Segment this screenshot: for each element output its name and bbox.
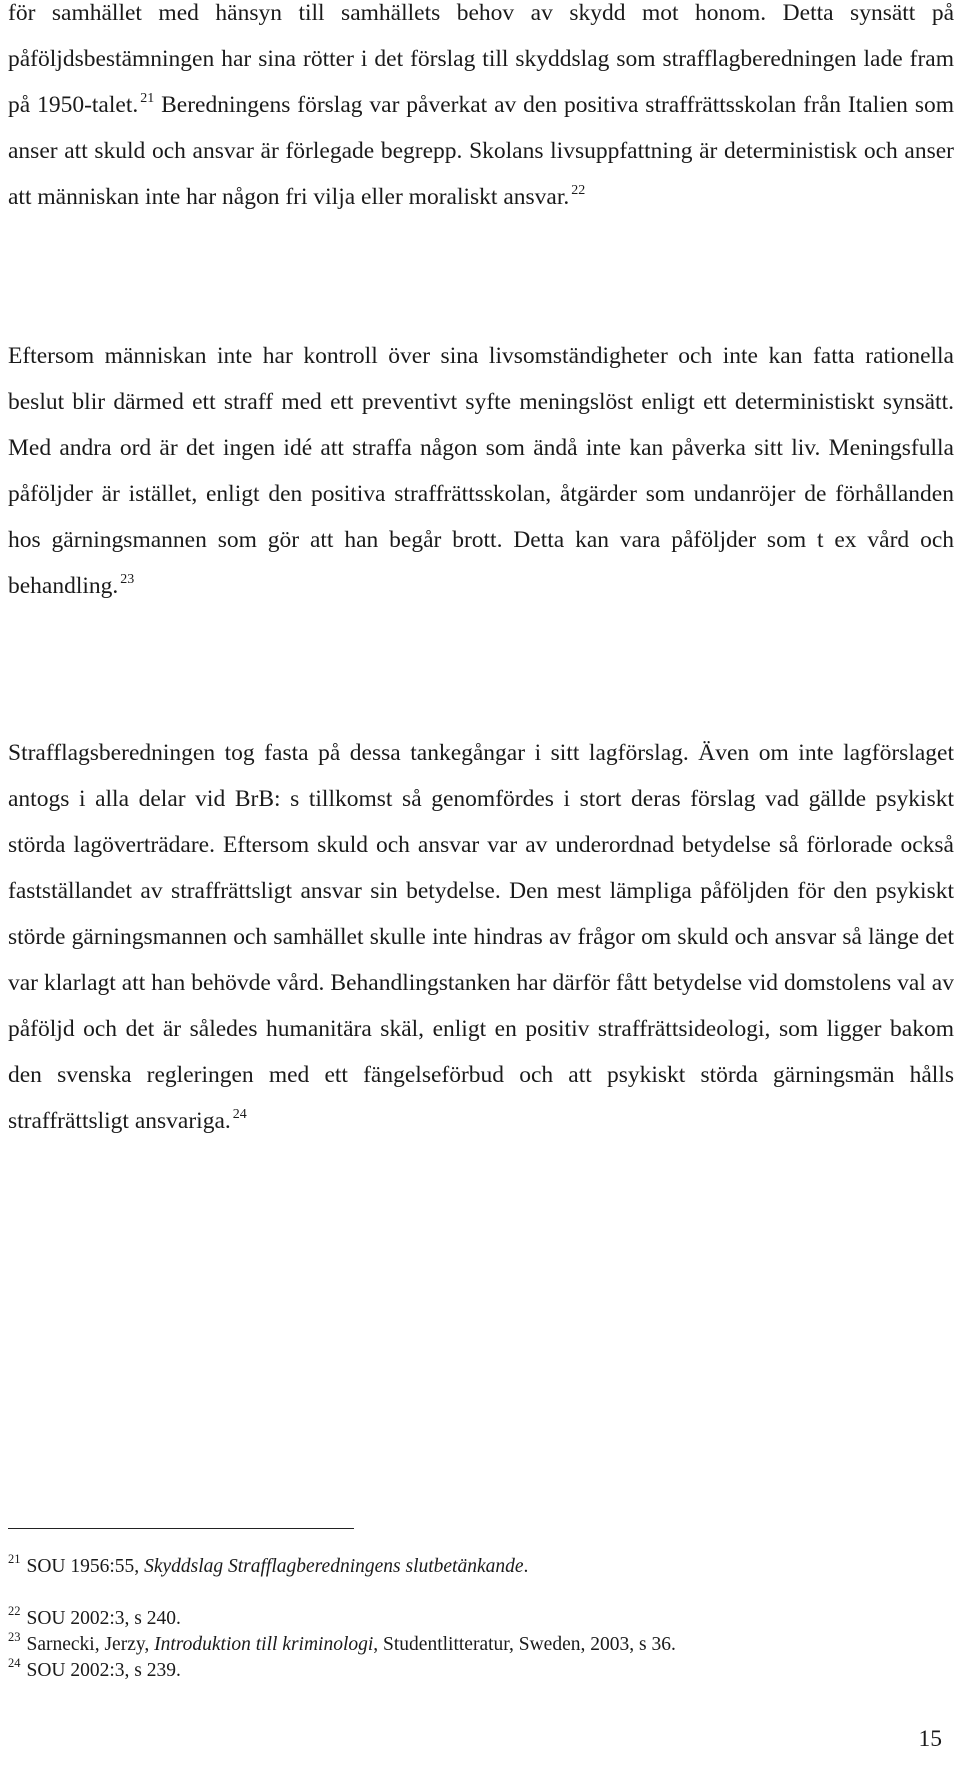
footnote-22 (8, 1606, 954, 1632)
footnote-23 (8, 1632, 954, 1658)
paragraph-2-text: Eftersom människan inte har kontroll över sina livsomständigheter och inte kan fatta rationella beslut blir därmed ett straff med ett preventivt syfte meningslöst enligt ett deterministiskt synsätt. Med andra ord är det ingen idé att straffa någon som ändå inte kan påverka sitt liv. Meningsfulla påföljder är istället, enligt den positiva straffrättsskolan, åtgärder som undanröjer de förhållanden hos gärningsmannen som gör att han begår brott. Detta kan vara påföljder som t ex vård och behandling. (8, 343, 954, 599)
footnotes (8, 1540, 954, 1684)
paragraph-3 (8, 730, 954, 1144)
footnote-text: SOU 2002:3, s 240. (26, 1608, 181, 1629)
paragraph-1-text-b: Beredningens förslag var påverkat av den positiva straffrättsskolan från Italien som anser att skuld och ansvar är förlegade begrepp. Skolans livsuppfattning är deterministisk och anser att människan inte har någon fri vilja eller moraliskt ansvar. (8, 92, 954, 210)
footnote-ref-23: 23 (120, 572, 135, 587)
footnote-title: Introduktion till kriminologi (154, 1634, 374, 1655)
paragraph-2 (8, 333, 954, 609)
footnote-separator (8, 1528, 354, 1529)
paragraph-1-text-a: för samhället med hänsyn till samhällets behov av skydd mot honom. Detta synsätt på påföljdsbestämningen har sina rötter i det förslag till skyddslag som strafflagberedningen lade fram på 1950-talet. (8, 0, 954, 118)
footnote-ref-21: 21 (140, 91, 155, 106)
footnote-number: 23 (8, 1630, 21, 1644)
footnote-ref-24: 24 (232, 1107, 247, 1122)
footnote-text: SOU 2002:3, s 239. (26, 1660, 181, 1681)
footnote-text-end: . (523, 1556, 529, 1577)
paragraph-1 (8, 0, 954, 220)
footnote-number: 21 (8, 1552, 21, 1566)
footnote-number: 24 (8, 1656, 21, 1670)
footnote-21 (8, 1554, 954, 1580)
footnote-ref-22: 22 (571, 183, 586, 198)
page-number: 15 (918, 1726, 942, 1752)
footnote-text: Sarnecki, Jerzy, (26, 1634, 155, 1655)
footnote-number: 22 (8, 1604, 21, 1618)
footnote-text: SOU 1956:55, (26, 1556, 145, 1577)
paragraph-3-text: Strafflagsberedningen tog fasta på dessa tankegångar i sitt lagförslag. Även om inte lagförslaget antogs i alla delar vid BrB: s tillkomst så genomfördes i stort deras förslag vad gällde psykiskt störda lagöverträdare. Eftersom skuld och ansvar var av underordnad betydelse så förlorade också fastställandet av straffrättsligt ansvar sin betydelse. Den mest lämpliga påföljden för den psykiskt störde gärningsmannen och samhället skulle inte hindras av frågor om skuld och ansvar så länge det var klarlagt att han behövde vård. Behandlingstanken har därför fått betydelse vid domstolens val av påföljd och det är således humanitära skäl, enligt en positiv straffrättsideologi, som ligger bakom den svenska regleringen med ett fängelseförbud och att psykiskt störda gärningsmän hålls straffrättsligt ansvariga. (8, 740, 954, 1134)
footnote-title: Skyddslag Strafflagberedningens slutbetänkande (144, 1556, 524, 1577)
footnote-24 (8, 1658, 954, 1684)
footnote-text-end: , Studentlitteratur, Sweden, 2003, s 36. (373, 1634, 676, 1655)
